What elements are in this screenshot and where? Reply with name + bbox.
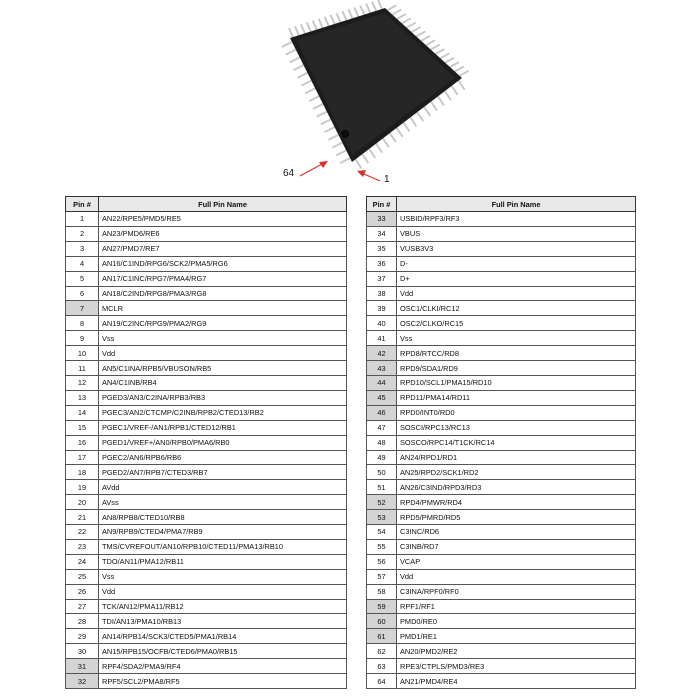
pin-name: PGED3/AN3/C2INA/RPB3/RB3 [99, 390, 347, 405]
pin-number: 25 [66, 569, 99, 584]
table-row [367, 584, 636, 599]
pin-number: 54 [367, 525, 397, 540]
pin-name: VCAP [397, 554, 636, 569]
pin-name: AN24/RPD1/RD1 [397, 450, 636, 465]
table-row [367, 346, 636, 361]
chip-lead [436, 49, 445, 54]
pin-name: AN23/PMD6/RE6 [99, 226, 347, 241]
pin-number: 8 [66, 316, 99, 331]
pin-number: 44 [367, 375, 397, 390]
table-row [367, 674, 636, 689]
chip-lead [309, 96, 319, 101]
pin-number: 53 [367, 510, 397, 525]
chip-lead [421, 36, 430, 41]
chip-lead [321, 119, 331, 124]
pin-number-header: Pin # [367, 197, 397, 212]
pin-number: 59 [367, 599, 397, 614]
pin-name: AN17/C1INC/RPG7/PMA4/RG7 [99, 271, 347, 286]
pin-name: Vdd [99, 346, 347, 361]
table-row [66, 584, 347, 599]
pin-name: AN9/RPB9/CTED4/PMA7/RB9 [99, 525, 347, 540]
pin-name: D- [397, 256, 636, 271]
chip-lead [369, 149, 375, 158]
table-row [367, 271, 636, 286]
table-row [367, 226, 636, 241]
table-row [367, 510, 636, 525]
pin-number: 55 [367, 539, 397, 554]
table-row [66, 271, 347, 286]
table-row [367, 629, 636, 644]
table-row [66, 286, 347, 301]
chip-lead [455, 66, 464, 71]
pin-number: 5 [66, 271, 99, 286]
pin-name: RPD0/INT0/RD0 [397, 405, 636, 420]
chip-lead [431, 102, 437, 111]
pin-name: SOSCO/RPC14/T1CK/RC14 [397, 435, 636, 450]
pin-name: RPD11/PMA14/RD11 [397, 390, 636, 405]
pin-number: 35 [367, 241, 397, 256]
table-row [66, 629, 347, 644]
pin-number: 31 [66, 659, 99, 674]
chip-lead [360, 6, 364, 15]
pin-number: 20 [66, 495, 99, 510]
pin-number: 60 [367, 614, 397, 629]
table-row [367, 450, 636, 465]
pin-number: 14 [66, 405, 99, 420]
pin-number: 49 [367, 450, 397, 465]
table-row [367, 599, 636, 614]
chip-lead [392, 10, 401, 15]
table-row [66, 420, 347, 435]
pin-number: 16 [66, 435, 99, 450]
pin-number: 13 [66, 390, 99, 405]
table-row [66, 495, 347, 510]
pin-number: 40 [367, 316, 397, 331]
pin-name: AN19/C2INC/RPG9/PMA2/RG9 [99, 316, 347, 331]
chip-lead [424, 107, 430, 116]
chip-lead [342, 11, 346, 20]
table-row [66, 539, 347, 554]
chip-lead [397, 14, 406, 19]
pin-name: PGED2/AN7/RPB7/CTED3/RB7 [99, 465, 347, 480]
chip-lead [431, 45, 440, 50]
pin-name: TMS/CVREFOUT/AN10/RPB10/CTED11/PMA13/RB10 [99, 539, 347, 554]
chip-lead [336, 150, 346, 155]
pin-number: 46 [367, 405, 397, 420]
pin-number: 19 [66, 480, 99, 495]
pin-name: TDO/AN11/PMA12/RB11 [99, 554, 347, 569]
pin-name: TDI/AN13/PMA10/RB13 [99, 614, 347, 629]
table-row [367, 644, 636, 659]
chip-lead [328, 135, 338, 140]
pin-number: 48 [367, 435, 397, 450]
chip-lead [317, 112, 327, 117]
chip-lead [452, 86, 458, 95]
full-pin-name-header: Full Pin Name [99, 197, 347, 212]
chip-lead [445, 58, 454, 63]
pin-name: SOSCI/RPC13/RC13 [397, 420, 636, 435]
table-row [66, 644, 347, 659]
pin-number: 33 [367, 212, 397, 227]
pin-number: 39 [367, 301, 397, 316]
chip-lead [438, 96, 444, 105]
pin-number: 45 [367, 390, 397, 405]
chip-lead [319, 19, 323, 28]
table-row [66, 674, 347, 689]
pin-number: 22 [66, 525, 99, 540]
pin-name: OSC1/CLKI/RC12 [397, 301, 636, 316]
pin-number: 62 [367, 644, 397, 659]
table-row [367, 569, 636, 584]
chip-lead [397, 128, 403, 137]
pin-name: USBID/RPF3/RF3 [397, 212, 636, 227]
chip-illustration [0, 0, 700, 192]
table-row [367, 539, 636, 554]
pin-name: Vss [99, 331, 347, 346]
pin-name: AN8/RPB8/CTED10/RB8 [99, 510, 347, 525]
table-row [66, 346, 347, 361]
table-row [66, 510, 347, 525]
chip-lead [286, 50, 296, 55]
pin-name: Vss [397, 331, 636, 346]
table-row [367, 331, 636, 346]
table-row [66, 569, 347, 584]
pin-name: RPD4/PMWR/RD4 [397, 495, 636, 510]
pin-number: 9 [66, 331, 99, 346]
pin-name: AN25/RPD2/SCK1/RD2 [397, 465, 636, 480]
table-row [367, 435, 636, 450]
pin-name: VUSB3V3 [397, 241, 636, 256]
chip-lead [290, 57, 300, 62]
table-row [66, 480, 347, 495]
chip-lead [366, 4, 370, 13]
table-row [367, 241, 636, 256]
pin-name: AN22/RPE5/PMD5/RE5 [99, 212, 347, 227]
arrow-64-line [300, 164, 322, 176]
pin-number: 21 [66, 510, 99, 525]
pin-number: 52 [367, 495, 397, 510]
chip-lead [331, 15, 335, 24]
pin-name: RPF5/SCL2/PMA8/RF5 [99, 674, 347, 689]
chip-lead [325, 127, 335, 132]
pin-number: 38 [367, 286, 397, 301]
pin-name: PGEC1/VREF-/AN1/RPB1/CTED12/RB1 [99, 420, 347, 435]
pin-name: PGEC3/AN2/CTCMP/C2INB/RPB2/CTED13/RB2 [99, 405, 347, 420]
chip-lead [297, 73, 307, 78]
chip-lead [460, 71, 469, 76]
table-header-row [66, 197, 347, 212]
table-row [66, 375, 347, 390]
table-row [66, 226, 347, 241]
pin-name: D+ [397, 271, 636, 286]
table-row [66, 659, 347, 674]
pin-number: 11 [66, 361, 99, 376]
chip-lead [355, 159, 361, 168]
chip-lead [440, 53, 449, 58]
table-row [66, 599, 347, 614]
pin-number: 15 [66, 420, 99, 435]
pin-name: C3INB/RD7 [397, 539, 636, 554]
pin-number: 28 [66, 614, 99, 629]
chip-lead [445, 91, 451, 100]
chip-lead [340, 158, 350, 163]
pin-number-header: Pin # [66, 197, 99, 212]
chip-lead [404, 123, 410, 132]
chip-lead [402, 18, 411, 23]
chip-lead [387, 5, 396, 10]
pin-name: OSC2/CLKO/RC15 [397, 316, 636, 331]
pin-number: 24 [66, 554, 99, 569]
table-row [367, 480, 636, 495]
table-row [367, 361, 636, 376]
pin-number: 12 [66, 375, 99, 390]
table-row [367, 525, 636, 540]
pin-name: AN16/C1IND/RPG6/SCK2/PMA5/RG6 [99, 256, 347, 271]
table-row [367, 405, 636, 420]
pin-table-right-body [367, 212, 636, 689]
pin-name: AN4/C1INB/RB4 [99, 375, 347, 390]
pin-name: PMD1/RE1 [397, 629, 636, 644]
chip-lead [282, 42, 292, 47]
chip-lead [313, 104, 323, 109]
full-pin-name-header: Full Pin Name [397, 197, 636, 212]
chip-lead [332, 143, 342, 148]
pin-number: 47 [367, 420, 397, 435]
table-row [66, 525, 347, 540]
table-row [66, 212, 347, 227]
pin-name: RPD8/RTCC/RD8 [397, 346, 636, 361]
table-row [367, 614, 636, 629]
table-row [367, 256, 636, 271]
pin-1-label: 1 [384, 174, 390, 185]
chip-lead [450, 62, 459, 67]
pin-name: AVdd [99, 480, 347, 495]
pin-number: 63 [367, 659, 397, 674]
table-row [66, 301, 347, 316]
pin-name: MCLR [99, 301, 347, 316]
table-header-row [367, 197, 636, 212]
table-row [367, 495, 636, 510]
pin-table-right [366, 196, 636, 689]
tqfp-64-chip-image [0, 0, 700, 192]
pin-name: RPD9/SDA1/RD9 [397, 361, 636, 376]
chip-lead [301, 81, 311, 86]
pin-name: RPD10/SCL1/PMA15/RD10 [397, 375, 636, 390]
pin-number: 10 [66, 346, 99, 361]
pin-number: 2 [66, 226, 99, 241]
pin-number: 34 [367, 226, 397, 241]
pin-name: AN14/RPB14/SCK3/CTED5/PMA1/RB14 [99, 629, 347, 644]
chip-top-face [296, 13, 455, 155]
chip-lead [378, 0, 382, 9]
pin-number: 26 [66, 584, 99, 599]
chip-lead [372, 2, 376, 11]
pin-number: 41 [367, 331, 397, 346]
pin-name: RPE3/CTPLS/PMD3/RE3 [397, 659, 636, 674]
chip-lead [426, 40, 435, 45]
pin1-marker-dot [340, 129, 350, 139]
table-row [66, 316, 347, 331]
pin-number: 36 [367, 256, 397, 271]
pin-number: 51 [367, 480, 397, 495]
chip-lead [313, 21, 317, 30]
pin-number: 32 [66, 674, 99, 689]
pin-number: 58 [367, 584, 397, 599]
pin-number: 56 [367, 554, 397, 569]
pin-name: VBUS [397, 226, 636, 241]
table-row [367, 554, 636, 569]
table-row [66, 450, 347, 465]
table-row [367, 316, 636, 331]
chip-lead [325, 17, 329, 26]
pin-number: 43 [367, 361, 397, 376]
arrow-1-head [357, 170, 366, 177]
table-row [66, 256, 347, 271]
pin-name: AN27/PMD7/RE7 [99, 241, 347, 256]
pin-name: Vdd [397, 569, 636, 584]
table-row [367, 301, 636, 316]
chip-lead [336, 13, 340, 22]
chip-lead [407, 23, 416, 28]
chip-lead [354, 7, 358, 16]
pin-number: 7 [66, 301, 99, 316]
table-row [367, 390, 636, 405]
pin-name: AN18/C2IND/RPG8/PMA3/RG8 [99, 286, 347, 301]
pin-name: PGEC2/AN6/RPB6/RB6 [99, 450, 347, 465]
chip-lead [305, 88, 315, 93]
pin-name: PGED1/VREF+/AN0/RPB0/PMA6/RB0 [99, 435, 347, 450]
pin-name: C3INC/RD6 [397, 525, 636, 540]
pin-number: 64 [367, 674, 397, 689]
table-row [66, 331, 347, 346]
chip-lead [294, 65, 304, 70]
table-row [66, 614, 347, 629]
table-row [367, 375, 636, 390]
pin-number: 3 [66, 241, 99, 256]
pin-name: AN20/PMD2/RE2 [397, 644, 636, 659]
pin-number: 23 [66, 539, 99, 554]
pin-name: Vdd [99, 584, 347, 599]
pin-number: 18 [66, 465, 99, 480]
pin-number: 61 [367, 629, 397, 644]
table-row [367, 659, 636, 674]
pin-number: 30 [66, 644, 99, 659]
chip-lead [348, 9, 352, 18]
pin-name: RPF1/RF1 [397, 599, 636, 614]
pin-number: 4 [66, 256, 99, 271]
pin-name: AN15/RPB15/OCFB/CTED6/PMA0/RB15 [99, 644, 347, 659]
pin-number: 17 [66, 450, 99, 465]
pin-name: RPD5/PMRD/RD5 [397, 510, 636, 525]
table-row [367, 212, 636, 227]
chip-lead [383, 138, 389, 147]
chip-lead [289, 28, 293, 37]
chip-lead [410, 117, 416, 126]
pin-name: AN26/C3IND/RPD3/RD3 [397, 480, 636, 495]
pin-name: TCK/AN12/PMA11/RB12 [99, 599, 347, 614]
chip-lead [301, 24, 305, 33]
chip-lead [416, 31, 425, 36]
table-row [66, 390, 347, 405]
arrow-1-line [364, 174, 380, 181]
pin-number: 6 [66, 286, 99, 301]
pin-name: C3INA/RPF0/RF0 [397, 584, 636, 599]
pin-number: 27 [66, 599, 99, 614]
pin-number: 57 [367, 569, 397, 584]
pin-name: AN21/PMD4/RE4 [397, 674, 636, 689]
pin-number: 37 [367, 271, 397, 286]
pin-number: 42 [367, 346, 397, 361]
pin-number: 50 [367, 465, 397, 480]
table-row [66, 361, 347, 376]
pin-name: AVss [99, 495, 347, 510]
pin-name: PMD0/RE0 [397, 614, 636, 629]
chip-lead [362, 154, 368, 163]
pin-table-left [65, 196, 347, 689]
pin-name: Vss [99, 569, 347, 584]
pin-64-label: 64 [283, 168, 295, 179]
table-row [66, 241, 347, 256]
table-row [367, 286, 636, 301]
chip-lead [376, 144, 382, 153]
pin-table-left-body [66, 212, 347, 689]
pin-name: AN5/C1INA/RPB5/VBUSON/RB5 [99, 361, 347, 376]
table-row [66, 465, 347, 480]
chip-lead [295, 26, 299, 35]
table-row [367, 465, 636, 480]
chip-lead [459, 81, 465, 90]
chip-lead [390, 133, 396, 142]
pin-number: 1 [66, 212, 99, 227]
table-row [367, 420, 636, 435]
pin-name: Vdd [397, 286, 636, 301]
table-row [66, 435, 347, 450]
chip-lead [307, 22, 311, 31]
chip-lead [417, 112, 423, 121]
pin-number: 29 [66, 629, 99, 644]
table-row [66, 554, 347, 569]
table-row [66, 405, 347, 420]
pin-name: RPF4/SDA2/PMA9/RF4 [99, 659, 347, 674]
chip-lead [411, 27, 420, 32]
